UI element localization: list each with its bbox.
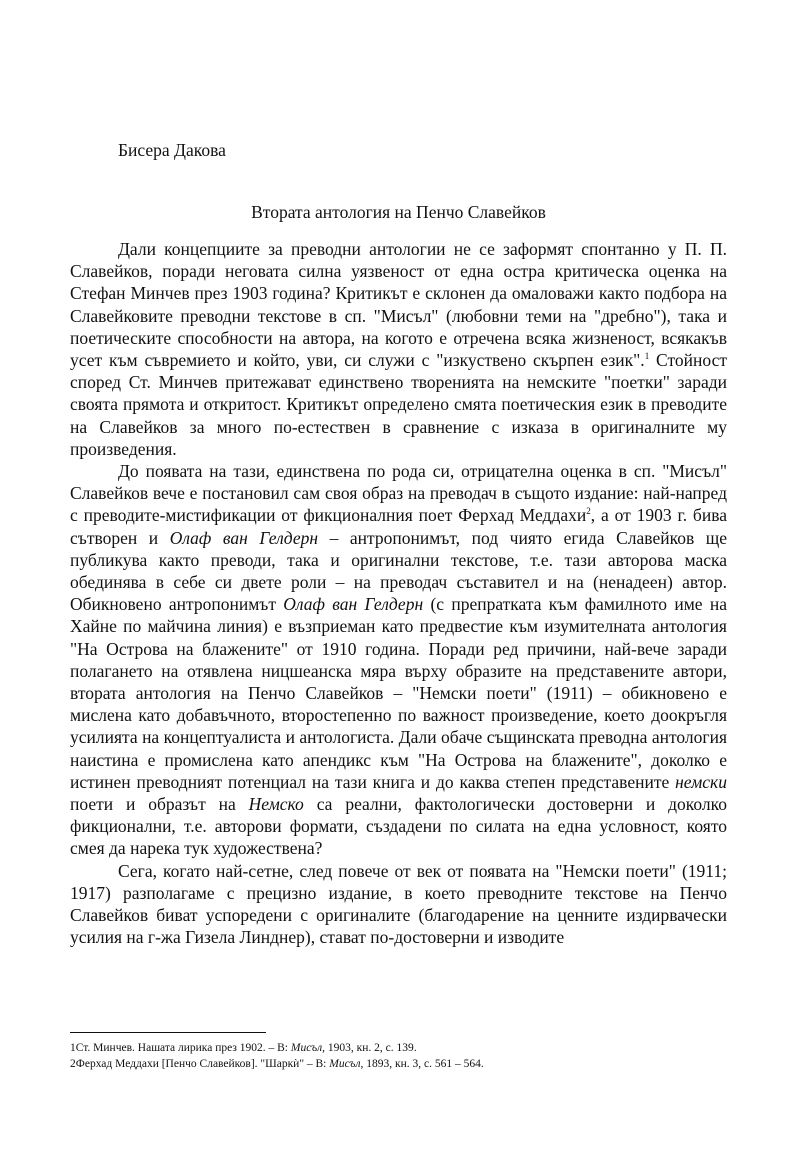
italic-olaf-2: Олаф ван Гелдерн (283, 594, 424, 615)
italic-nemsko: Немско (248, 794, 304, 815)
footnote-1-text-a: 1Ст. Минчев. Нашата лирика през 1902. – В: (70, 1042, 291, 1054)
footnotes (70, 1041, 727, 1072)
paragraph-1 (70, 238, 727, 460)
paragraph-3 (70, 860, 727, 949)
footnote-1-journal: Мисъл (290, 1042, 323, 1054)
paragraph-2-text-c: – антропонимът, под чиято егида Славейков ще публикува както преводи, така и оригинални текстове, т.е. тази авторова маска обединява в себе си двете роли – на преводач съставител и на (ненадеен) автор. Обикновено антропонимът (70, 527, 727, 615)
paragraph-2 (70, 460, 727, 860)
footnote-separator (70, 1032, 266, 1033)
footnote-1 (70, 1041, 727, 1057)
italic-nemski: немски (675, 771, 727, 792)
author-name: Бисера Дакова (118, 140, 226, 160)
footnote-2-text-a: 2Ферхад Меддахи [Пенчо Славейков]. "Шаркѝ" – В: (70, 1057, 330, 1070)
footnote-ref-1: 1 (644, 351, 650, 362)
paragraph-3-text: Сега, когато най-сетне, след повече от век от появата на "Немски поети" (1911; 1917) разполагаме с прецизно издание, в което преводните текстове на Пенчо Славейков биват успоредени с оригиналите (благодарение на ценните издирвачески усилия на г-жа Гизела Линднер), стават по-достоверни и изводите (70, 860, 727, 948)
paragraph-1-text-b: Стойност според Ст. Минчев притежават единствено творенията на немските "поетки" заради своята прямота и откритост. Критикът определено смята поетическия език в преводите на Славейков за много по-естествен в сравнение с изказа в оригиналните му произведения. (70, 350, 727, 459)
document-page (70, 0, 727, 1150)
paragraph-2-text-f: са реални, фактологически достоверни и доколко фикционални, т.е. авторови формати, създадени по силата на една условност, която смея да нарека тук художествена? (70, 794, 727, 859)
paragraph-2-text-d: (с препратката към фамилното име на Хайне по майчина линия) е възприеман като предвестие към изумителната антология "На Острова на блажените" от 1910 година. Поради ред причини, най-вече заради полагането на отявлена ницшеанска мяра върху образите на представените автори, втората антология на Пенчо Славейков – "Немски поети" (1911) – обикновено е мислена като добавъчното, второстепенно по важност произведение, което доокръгля усилията на концептуалиста и антологиста. Дали обаче същинската преводна антология наистина е промислена като апендикс към "На Острова на блажените", доколко е истинен преводният потенциал на тази книга и до каква степен представените (70, 594, 727, 792)
footnote-2-text-b: , 1893, кн. 3, с. 561 – 564. (360, 1057, 484, 1070)
footnote-ref-2: 2 (586, 506, 591, 517)
paragraph-2-text-a: До появата на тази, единствена по рода си, отрицателна оценка в сп. "Мисъл" Славейков вече е постановил сам своя образ на преводач в същото издание: най-напред с преводите-мистификации от фикционалния поет Ферхад Меддахи (70, 461, 727, 526)
italic-olaf-1: Олаф ван Гелдерн (169, 527, 319, 548)
paragraph-2-text-b: , а от 1903 г. бива сътворен и (70, 505, 727, 548)
footnote-1-text-b: , 1903, кн. 2, с. 139. (322, 1042, 417, 1054)
article-title: Втората антология на Пенчо Славейков (251, 202, 546, 222)
footnote-2 (70, 1057, 727, 1073)
article-body (70, 238, 727, 949)
paragraph-2-text-e: поети и образът на (70, 794, 249, 815)
paragraph-1-text-a: Дали концепциите за преводни антологии не се заформят спонтанно у П. П. Славейков, поради неговата силна уязвеност от една остра критическа оценка на Стефан Минчев през 1903 година? Критикът е склонен да омаловажи както подбора на Славейковите преводни текстове в сп. "Мисъл" (любовни теми на "дребно"), така и поетическите способности на автора, на когото е отречена всяка жизненост, всякакъв усет към съвремието и който, уви, си служи с "изкуствено скърпен език". (70, 239, 727, 371)
footnote-2-journal: Мисъл (329, 1057, 361, 1070)
